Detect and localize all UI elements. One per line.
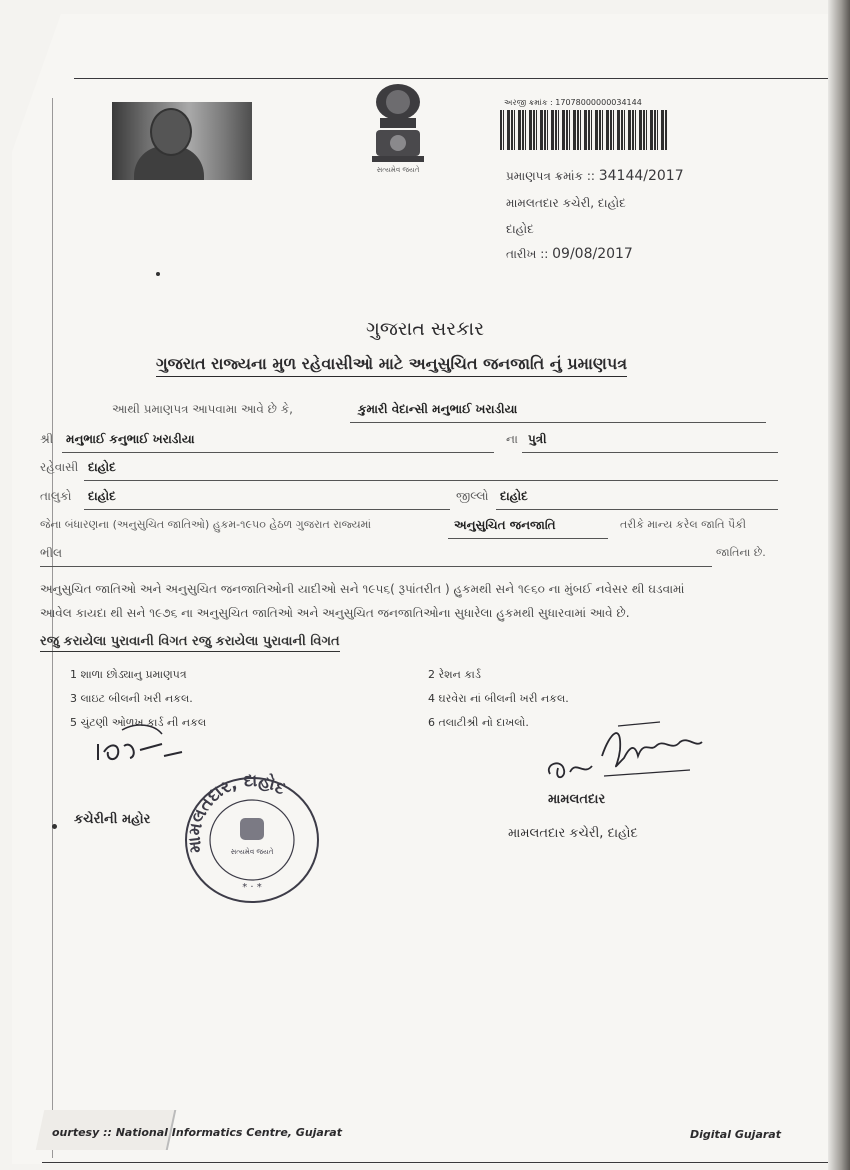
- relation-value: પુત્રી: [528, 432, 547, 446]
- field-underline: [84, 509, 450, 510]
- district-label: જીલ્લો: [456, 489, 489, 503]
- field-underline: [40, 566, 712, 567]
- page-edge: [828, 0, 850, 1170]
- certificate-number-label: પ્રમાણપત્ર ક્રમાંક ::: [506, 169, 595, 183]
- taluka-value: દાહોદ: [88, 489, 116, 503]
- evidence-item: 1 શાળા છોડ્યાનુ પ્રમાણપત્ર: [70, 668, 187, 681]
- field-underline: [448, 538, 608, 539]
- signatory-title: મામલતદાર: [548, 792, 606, 807]
- handwritten-initials: [92, 722, 192, 772]
- resident-label: રહેવાસી: [40, 460, 79, 474]
- issuing-office: મામલતદાર કચેરી, દાહોદ: [506, 196, 626, 210]
- applicant-photo: [112, 102, 252, 180]
- bullet-dot: [52, 824, 57, 829]
- application-number: અરજી ક્રમાંક : 17078000000034144: [504, 98, 642, 107]
- scan-speck: [156, 272, 160, 276]
- field-underline: [350, 422, 766, 423]
- caste-value: ભીલ: [40, 546, 63, 560]
- top-rule: [74, 78, 838, 79]
- government-heading: ગુજરાત સરકાર: [365, 318, 485, 340]
- office-rubber-stamp: [180, 772, 320, 904]
- issuing-place: દાહોદ: [506, 222, 534, 236]
- evidence-item: 4 ઘરવેરા નાં બીલની ખરી નકલ.: [428, 692, 569, 705]
- officer-signature: [540, 712, 710, 792]
- legal-paragraph-line-1: અનુસુચિત જાતિઓ અને અનુસુચિત જનજાતિઓની યાદીઓ સને ૧૯૫૬( રૂપાંતરીત ) હુકમથી સને ૧૯૬૦ ના મુંબઈ નવેસર થી ઘડવામાં: [40, 582, 685, 596]
- stamp-text: મામલતદાર, દાહોદ: [184, 772, 290, 854]
- evidence-item: 6 તલાટીશ્રી નો દાખલો.: [428, 716, 529, 729]
- certificate-number-row: [506, 168, 684, 184]
- issued-to-label: આથી પ્રમાણપત્ર આપવામા આવે છે કે,: [112, 402, 293, 416]
- evidence-item: 2 રેશન કાર્ડ: [428, 668, 481, 681]
- left-rule: [52, 98, 53, 1158]
- signatory-office: મામલતદાર કચેરી, દાહોદ: [508, 826, 638, 841]
- issue-date-row: [506, 246, 633, 262]
- issue-date-label: તારીખ ::: [506, 247, 549, 261]
- field-underline: [496, 509, 778, 510]
- issue-date: 09/08/2017: [552, 246, 633, 262]
- certificate-number: 34144/2017: [598, 168, 684, 184]
- resident-value: દાહોદ: [88, 460, 116, 474]
- evidence-heading: રજુ કરાયેલા પુરાવાની વિગત રજુ કરાયેલા પુરાવાની વિગત: [40, 634, 340, 652]
- issued-to-name: કુમારી વેદાન્સી મનુભાઈ ખરાડીયા: [358, 402, 518, 416]
- field-underline: [84, 480, 778, 481]
- shri-label: શ્રી: [40, 432, 54, 446]
- emblem-caption: સત્યમેવ જયતે: [376, 166, 420, 174]
- office-seal-label: કચેરીની મહોર: [74, 812, 151, 827]
- category-value: અનુસુચિત જનજાતિ: [454, 518, 556, 532]
- certificate-heading: ગુજરાત રાજ્યના મુળ રહેવાસીઓ માટે અનુસુચિત જનજાતિ નું પ્રમાણપત્ર: [156, 354, 627, 377]
- evidence-item: 5 ચુંટણી ઓળખ કાર્ડ ની નકલ: [70, 716, 207, 729]
- svg-text:* · *: * · *: [242, 882, 262, 893]
- caste-suffix: જાતિના છે.: [716, 546, 766, 559]
- order-text: જેના બંધારણના (અનુસુચિત જાતિઓ) હુકમ-૧૯૫૦ હેઠળ ગુજરાત રાજ્યમાં: [40, 518, 372, 531]
- district-value: દાહોદ: [500, 489, 528, 503]
- national-emblem-icon: [364, 80, 432, 180]
- barcode: [500, 110, 668, 150]
- father-name: મનુભાઈ કનુભાઈ ખરાડીયા: [66, 432, 195, 446]
- recognised-text: તરીકે માન્ય કરેલ જાતિ પૈકી: [620, 518, 747, 531]
- footer-courtesy: ourtesy :: National Informatics Centre, Gujarat: [52, 1126, 342, 1139]
- svg-text:મામલતદાર, દાહોદ: [185, 772, 290, 854]
- bottom-rule: [42, 1162, 838, 1163]
- evidence-item: 3 લાઇટ બીલની ખરી નકલ.: [70, 692, 193, 705]
- legal-paragraph-line-2: આવેલ કાયદા થી સને ૧૯૭૬ ના અનુસુચિત જાતિઓ અને અનુસુચિત જનજાતિઓના સુધારેલા હુકમથી સુધારવામાં આવે છે.: [40, 606, 630, 620]
- field-underline: [62, 452, 494, 453]
- of-label: ના: [506, 432, 518, 446]
- footer-brand: Digital Gujarat: [690, 1128, 781, 1141]
- field-underline: [522, 452, 778, 453]
- stamp-center-text: સત્યમેવ જયતે: [230, 848, 274, 856]
- taluka-label: તાલુકો: [40, 489, 72, 503]
